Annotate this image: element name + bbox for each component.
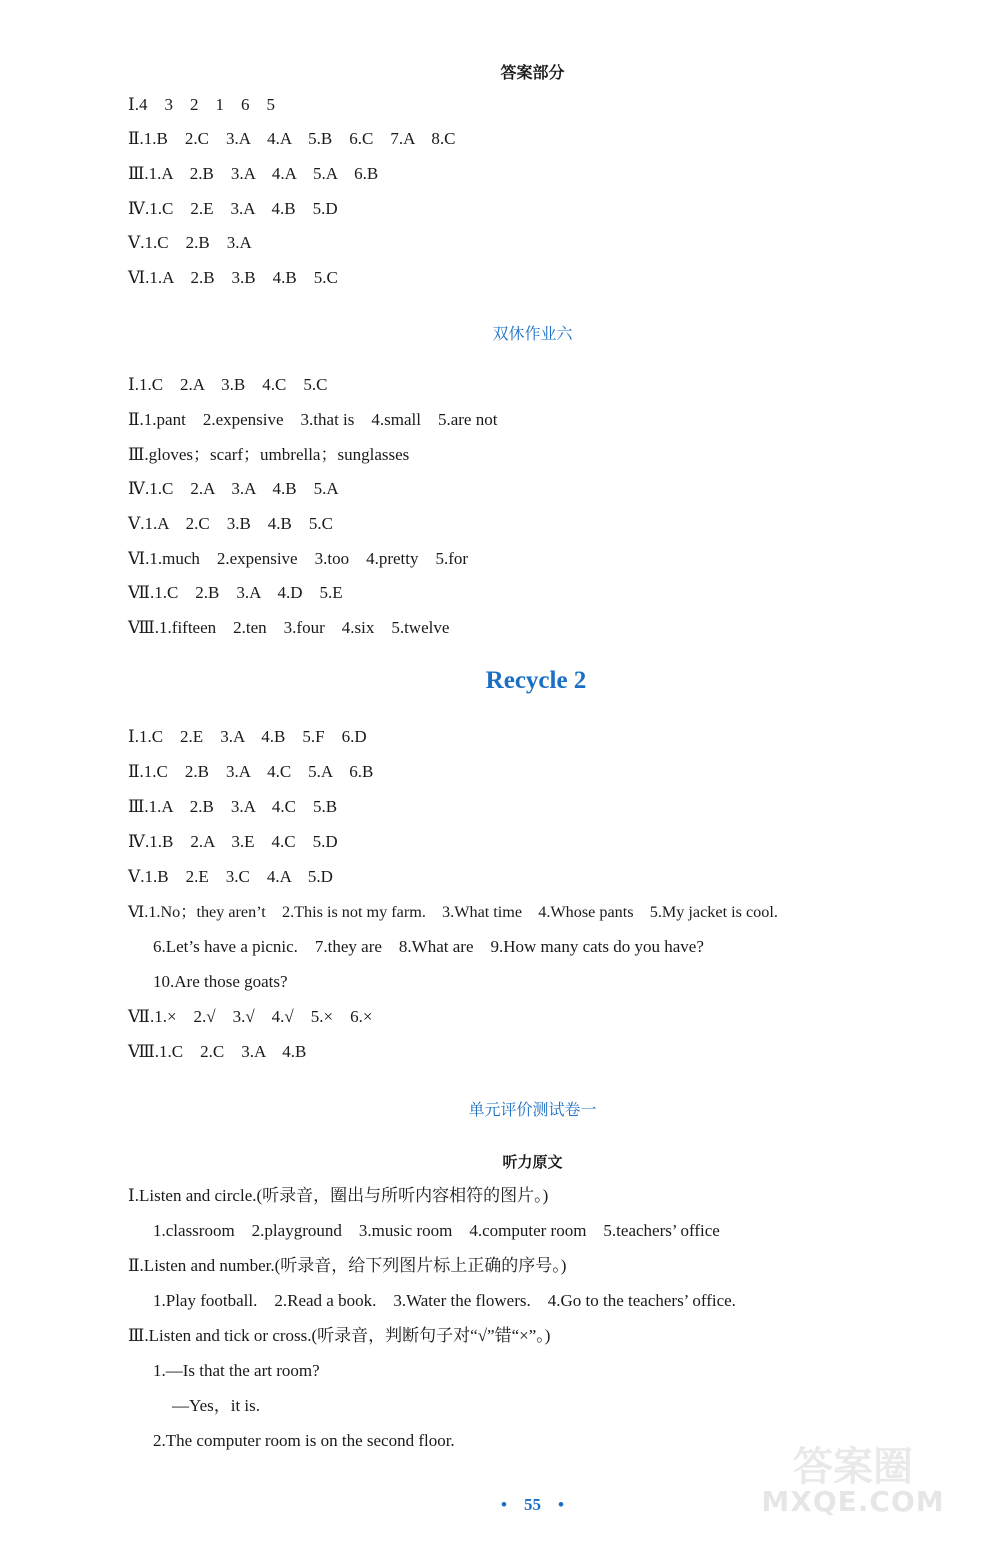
answer-line: Ⅵ.1.No；they aren’t 2.This is not my farm. 3.What time 4.Whose pants 5.My jacket is cool. xyxy=(128,903,778,921)
transcript-line: 1.classroom 2.playground 3.music room 4.computer room 5.teachers’ office xyxy=(153,1221,720,1240)
answer-line: Ⅱ.1.B 2.C 3.A 4.A 5.B 6.C 7.A 8.C xyxy=(128,129,456,148)
answer-line: Ⅳ.1.B 2.A 3.E 4.C 5.D xyxy=(128,832,338,851)
watermark-logo xyxy=(718,1435,988,1535)
answer-line: Ⅷ.1.fifteen 2.ten 3.four 4.six 5.twelve xyxy=(128,618,450,637)
sub-title: 听力原文 xyxy=(502,1153,563,1171)
answer-line: Ⅰ.4 3 2 1 6 5 xyxy=(128,95,275,114)
answer-line: Ⅶ.1.× 2.√ 3.√ 4.√ 5.× 6.× xyxy=(128,1007,373,1026)
answer-line: Ⅶ.1.C 2.B 3.A 4.D 5.E xyxy=(128,583,343,602)
answer-line: Ⅵ.1.much 2.expensive 3.too 4.pretty 5.for xyxy=(128,549,469,568)
transcript-line: Ⅲ.Listen and tick or cross.(听录音，判断句子对“√”错“×”。) xyxy=(128,1326,551,1345)
watermark-url: MXQE.COM xyxy=(761,1485,945,1518)
answer-line: Ⅲ.1.A 2.B 3.A 4.A 5.A 6.B xyxy=(128,164,379,183)
answer-line: Ⅲ.1.A 2.B 3.A 4.C 5.B xyxy=(128,797,338,816)
section-title: 单元评价测试卷一 xyxy=(468,1100,597,1119)
transcript-line: Ⅱ.Listen and number.(听录音，给下列图片标上正确的序号。) xyxy=(128,1256,567,1275)
transcript-line: —Yes，it is. xyxy=(172,1396,261,1415)
answer-line: Ⅷ.1.C 2.C 3.A 4.B xyxy=(128,1042,307,1061)
answer-line: Ⅴ.1.A 2.C 3.B 4.B 5.C xyxy=(128,514,333,533)
answer-line: 6.Let’s have a picnic. 7.they are 8.What are 9.How many cats do you have? xyxy=(153,937,704,956)
transcript-line: Ⅰ.Listen and circle.(听录音，圈出与所听内容相符的图片。) xyxy=(128,1186,549,1205)
answer-line: Ⅵ.1.A 2.B 3.B 4.B 5.C xyxy=(128,268,338,287)
answer-line: 10.Are those goats? xyxy=(153,972,288,991)
transcript-line: 2.The computer room is on the second floor. xyxy=(153,1431,455,1450)
recycle-title: Recycle 2 xyxy=(485,667,587,694)
transcript-line: 1.—Is that the art room? xyxy=(153,1361,320,1380)
answer-line: Ⅲ.gloves；scarf；umbrella；sunglasses xyxy=(128,445,410,464)
section-title: 双休作业六 xyxy=(492,324,573,343)
answer-line: Ⅳ.1.C 2.E 3.A 4.B 5.D xyxy=(128,199,338,218)
answer-line: Ⅰ.1.C 2.E 3.A 4.B 5.F 6.D xyxy=(128,727,367,746)
page-header: 答案部分 xyxy=(500,63,565,82)
answer-line: Ⅰ.1.C 2.A 3.B 4.C 5.C xyxy=(128,375,328,394)
answer-line: Ⅳ.1.C 2.A 3.A 4.B 5.A xyxy=(128,479,339,498)
watermark-title: 答案圈 xyxy=(793,1444,913,1490)
answer-line: Ⅱ.1.pant 2.expensive 3.that is 4.small 5.are not xyxy=(128,410,498,429)
transcript-line: 1.Play football. 2.Read a book. 3.Water the flowers. 4.Go to the teachers’ office. xyxy=(153,1291,736,1310)
answer-line: Ⅴ.1.B 2.E 3.C 4.A 5.D xyxy=(128,867,333,886)
answer-line: Ⅴ.1.C 2.B 3.A xyxy=(128,233,252,252)
page-number: • 55 • xyxy=(501,1495,564,1514)
answer-line: Ⅱ.1.C 2.B 3.A 4.C 5.A 6.B xyxy=(128,762,374,781)
